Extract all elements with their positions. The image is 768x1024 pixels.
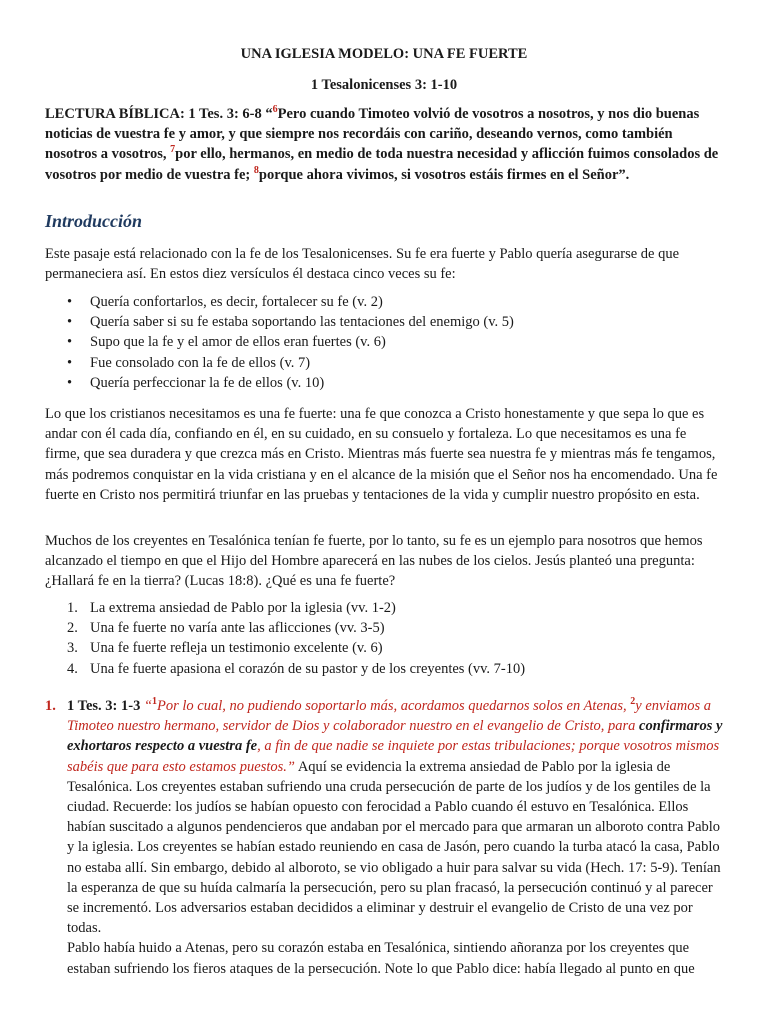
bible-reading xyxy=(45,104,723,185)
section-number: 1. xyxy=(45,698,56,714)
list-item xyxy=(45,312,723,332)
verse-1-text: Por lo cual, no pudiendo soportarlo más, acordamos quedarnos solos en Atenas, xyxy=(157,698,631,714)
list-item xyxy=(45,292,723,312)
verse-number-6: 6 xyxy=(272,104,278,116)
list-item-text: Una fe fuerte refleja un testimonio excelente (v. 6) xyxy=(90,640,383,657)
verse-number-1: 1 xyxy=(152,696,158,708)
close-quote: ” xyxy=(286,758,295,775)
verse-2-text-a: y enviamos a Timoteo nuestro hermano, servidor de Dios y colaborador nuestro en el evangelio de Cristo, para xyxy=(67,698,711,735)
section-1-body xyxy=(45,696,723,979)
document-title: UNA IGLESIA MODELO: UNA FE FUERTE xyxy=(240,46,528,62)
list-item-text: Quería saber si su fe estaba soportando las tentaciones del enemigo (v. 5) xyxy=(90,314,514,331)
verse-number-7: 7 xyxy=(170,144,176,156)
outline-list xyxy=(45,598,723,679)
verse-2-emphasis: confirmaros y exhortaros respecto a vuestra fe xyxy=(67,718,723,755)
list-item-text: Una fe fuerte apasiona el corazón de su pastor y de los creyentes (vv. 7-10) xyxy=(90,660,526,677)
verse-2-text-b: , a fin de que nadie se inquiete por estas tribulaciones; porque vosotros mismos sabéis que para esto estamos puestos. xyxy=(67,738,720,775)
thessalonica-paragraph: Muchos de los creyentes en Tesalónica tenían fe fuerte, por lo tanto, su fe es un ejemplo para nosotros que hemos alcanzado el tiempo en que el Hijo del Hombre aparecerá en las nubes de los cielos. Jesús planteó una pregunta: ¿Hallará fe en la tierra? (Lucas 18:8). ¿Qué es una fe fuerte? xyxy=(45,533,703,590)
list-number: 3. xyxy=(67,640,78,657)
verse-8-text: porque ahora vivimos, si vosotros estáis firmes en el Señor”. xyxy=(258,166,630,183)
verse-number-2: 2 xyxy=(630,696,636,708)
list-item-text: Quería perfeccionar la fe de ellos (v. 10) xyxy=(90,374,325,391)
introduction-heading: Introducción xyxy=(45,211,143,231)
list-item-text: Una fe fuerte no varía ante las aflicciones (vv. 3-5) xyxy=(90,620,385,637)
faith-bullet-list xyxy=(45,292,723,393)
strong-faith-paragraph: Lo que los cristianos necesitamos es una fe fuerte: una fe que conozca a Cristo honestamente y que sepa lo que es andar con él cada día, confiando en él, en su cuidado, en su consuelo y fortaleza. Lo que necesitamos es una fe firme, que sea duradera y que crezca más en Cristo. Mientras más fuerte sea nuestra fe y mientras más fe tengamos, más podremos conquistar en la vida cristiana y en el alcance de la misión que el Señor nos ha encomendado. Una fe fuerte en Cristo nos permitirá triunfar en las pruebas y tentaciones de la vida y cumplir nuestro propósito en esta. xyxy=(45,406,718,503)
list-item-text: Quería confortarlos, es decir, fortalecer su fe (v. 2) xyxy=(90,294,383,310)
bullet-icon: • xyxy=(67,294,73,310)
list-item xyxy=(45,659,723,679)
section-reference: 1 Tes. 3: 1-3 xyxy=(67,698,144,714)
bullet-icon: • xyxy=(67,334,73,351)
verse-7-text: por ello, hermanos, en medio de toda nuestra necesidad y aflicción fuimos consolados de vosotros por medio de vuestra fe; xyxy=(45,146,719,183)
list-item xyxy=(45,638,723,658)
list-item xyxy=(45,618,723,638)
list-item xyxy=(45,598,723,618)
list-item xyxy=(45,373,723,393)
document-subtitle: 1 Tesalonicenses 3: 1-10 xyxy=(310,77,458,93)
bullet-icon: • xyxy=(67,354,73,371)
list-item-text: Supo que la fe y el amor de ellos eran fuertes (v. 6) xyxy=(90,334,386,351)
bullet-icon: • xyxy=(67,314,73,331)
section-1-commentary-continued: Pablo había huido a Atenas, pero su corazón estaba en Tesalónica, sintiendo añoranza por los creyentes que estaban sufriendo los fieros ataques de la persecución. Note lo que Pablo dice: había llegado al punto en que xyxy=(67,940,695,977)
list-item-text: Fue consolado con la fe de ellos (v. 7) xyxy=(90,354,311,371)
bullet-icon: • xyxy=(67,374,73,391)
introduction-paragraph: Este pasaje está relacionado con la fe de los Tesalonicenses. Su fe era fuerte y Pablo quería asegurarse de que permaneciera así. En estos diez versículos él destaca cinco veces su fe: xyxy=(45,246,680,283)
section-1-commentary: Aquí se evidencia la extrema ansiedad de Pablo por la iglesia de Tesalónica. Los creyentes estaban sufriendo una cruda persecución de parte de los judíos y de los gentiles de la ciudad. Recuerde: los judíos se habían opuesto con ferocidad a Pablo cuando él estuvo en Tesalónica. Ellos habían suscitado a algunos pendencieros que andaban por el mercado para que armaran un alboroto contra Pablo y la iglesia. Los creyentes se habían estado reuniendo en casa de Jasón, pero cuando la turba atacó la casa, Pablo no estaba allí. Sin embargo, debido al alboroto, se vio obligado a huir para salvar su vida (Hech. 17: 5-9). Tenían la esperanza de que su huída calmaría la persecución, pero su plan fracasó, la persecución continuó y al parecer se incrementó. Los adversarios estaban decididos a eliminar y destruir el evangelio de Cristo de una vez por todas. xyxy=(67,758,721,937)
list-number: 2. xyxy=(67,620,78,637)
open-quote: “ xyxy=(143,698,153,714)
section-1 xyxy=(45,696,723,979)
list-item xyxy=(45,353,723,373)
list-item xyxy=(45,332,723,352)
list-item-text: La extrema ansiedad de Pablo por la iglesia (vv. 1-2) xyxy=(90,600,396,616)
list-number: 4. xyxy=(67,660,78,677)
verse-number-8: 8 xyxy=(253,164,259,176)
list-number: 1. xyxy=(67,600,78,616)
reading-label: LECTURA BÍBLICA: 1 Tes. 3: 6-8 “ xyxy=(45,106,273,122)
verse-6-text: Pero cuando Timoteo volvió de vosotros a nosotros, y nos dio buenas noticias de vuestra fe y amor, y que siempre nos recordáis con cariño, deseando vernos, como también nosotros a vosotros, xyxy=(45,106,700,163)
